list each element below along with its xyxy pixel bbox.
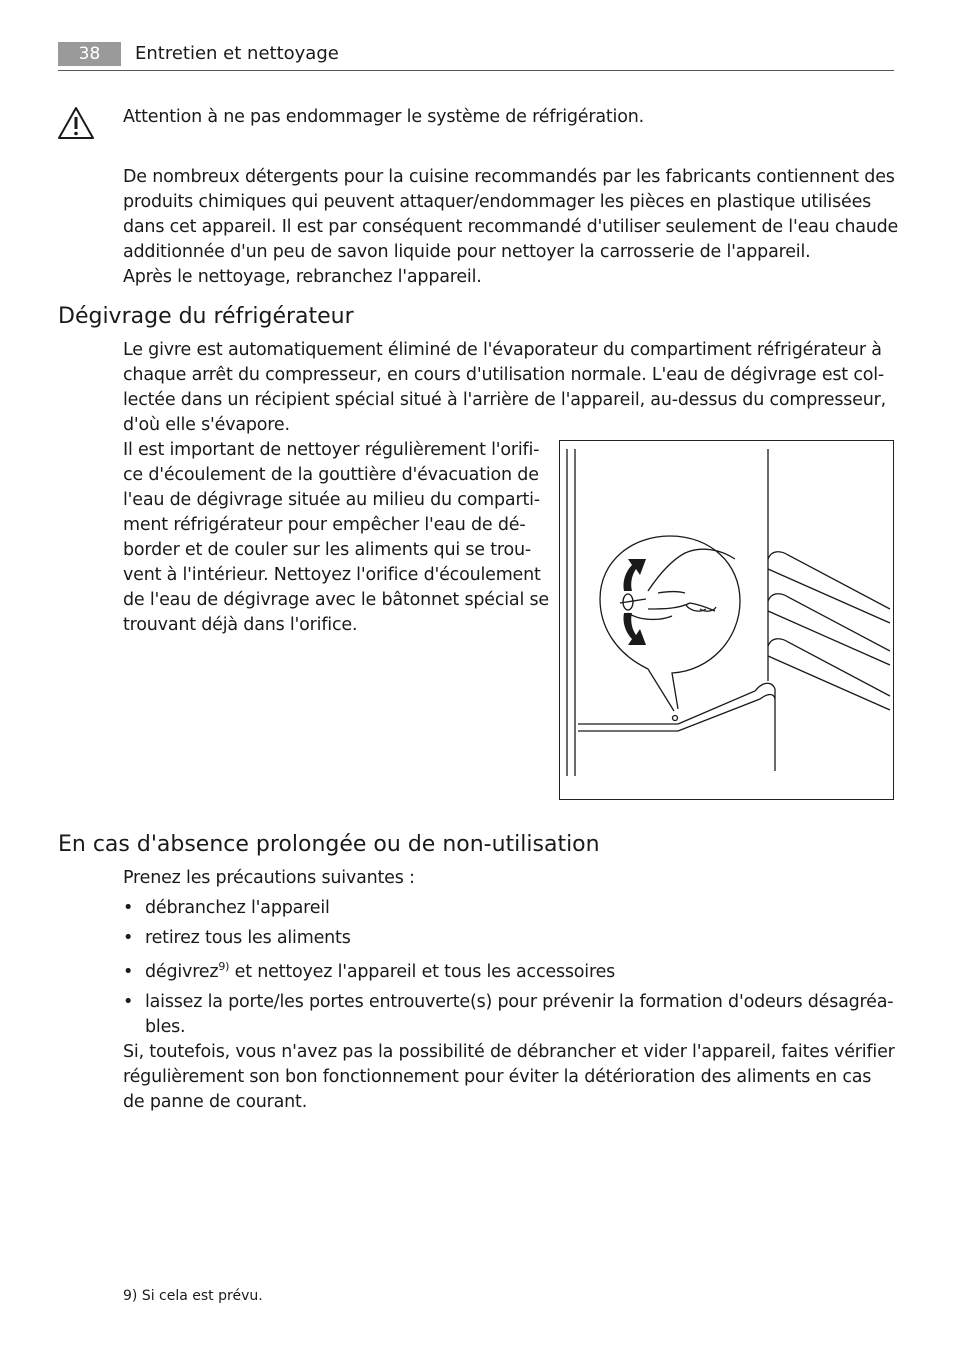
paragraph-line: Il est important de nettoyer régulièrement l'orifi- (123, 440, 540, 460)
cleaning-paragraph (123, 165, 898, 290)
paragraph-line: dans cet appareil. Il est par conséquent recommandé d'utiliser seulement de l'eau chaude (123, 217, 899, 237)
paragraph-line: ce d'écoulement de la gouttière d'évacuation de (123, 465, 539, 485)
bullet-marker: • (123, 898, 134, 918)
list-item-text: débranchez l'appareil (145, 898, 330, 918)
list-item-text: retirez tous les aliments (145, 928, 351, 948)
absence-intro-block (123, 866, 415, 891)
paragraph-line: border et de couler sur les aliments qui se trou- (123, 540, 531, 560)
list-item (123, 960, 893, 985)
paragraph-line: l'eau de dégivrage située au milieu du comparti- (123, 490, 540, 510)
defrost-intro (123, 338, 886, 438)
paragraph-line: ment réfrigérateur pour empêcher l'eau de dé- (123, 515, 526, 535)
defrost-heading: Dégivrage du réfrigérateur (58, 304, 354, 329)
paragraph-line: lectée dans un récipient spécial situé à l'arrière de l'appareil, au-dessus du compresseur, (123, 390, 886, 410)
paragraph-line: vent à l'intérieur. Nettoyez l'orifice d'écoulement (123, 565, 541, 585)
paragraph-line: trouvant déjà dans l'orifice. (123, 615, 358, 635)
paragraph-line: produits chimiques qui peuvent attaquer/endommager les pièces en plastique utilisées (123, 192, 872, 212)
paragraph-line: chaque arrêt du compresseur, en cours d'utilisation normale. L'eau de dégivrage est col- (123, 365, 885, 385)
paragraph-line: régulièrement son bon fonctionnement pour éviter la détérioration des aliments en cas (123, 1067, 872, 1087)
list-item-text: dégivrez (145, 962, 219, 982)
absence-closing (123, 1040, 895, 1115)
paragraph-line: Le givre est automatiquement éliminé de l'évaporateur du compartiment réfrigérateur à (123, 340, 882, 360)
paragraph-line: Après le nettoyage, rebranchez l'appareil. (123, 267, 482, 287)
paragraph-line: d'où elle s'évapore. (123, 415, 290, 435)
warning-text: Attention à ne pas endommager le système de réfrigération. (123, 107, 644, 127)
bullet-marker: • (123, 992, 134, 1012)
warning-icon (57, 106, 95, 140)
paragraph-line: additionnée d'un peu de savon liquide pour nettoyer la carrosserie de l'appareil. (123, 242, 811, 262)
defrost-side-text (123, 438, 549, 638)
absence-intro: Prenez les précautions suivantes : (123, 868, 415, 888)
warning-text-block (123, 105, 644, 130)
running-section-title: Entretien et nettoyage (135, 43, 339, 64)
paragraph-line: De nombreux détergents pour la cuisine recommandés par les fabricants contiennent des (123, 167, 895, 187)
footnote: 9) Si cela est prévu. (123, 1288, 263, 1304)
footnote-ref: 9) (218, 960, 230, 974)
page-number: 38 (58, 42, 121, 66)
page-header (58, 40, 894, 71)
paragraph-line: de l'eau de dégivrage avec le bâtonnet spécial se (123, 590, 549, 610)
paragraph-line: Si, toutefois, vous n'avez pas la possibilité de débrancher et vider l'appareil, faites vérifier (123, 1042, 895, 1062)
bullet-marker: • (123, 962, 134, 982)
paragraph-line: de panne de courant. (123, 1092, 308, 1112)
absence-heading: En cas d'absence prolongée ou de non-utilisation (58, 832, 600, 857)
list-item-text: et nettoyez l'appareil et tous les accessoires (229, 962, 616, 982)
list-item-text: bles. (145, 1017, 186, 1037)
list-item (123, 896, 893, 921)
precautions-list (123, 896, 893, 1040)
list-item (123, 926, 893, 951)
defrost-drain-illustration (559, 440, 894, 800)
list-item-text: laissez la porte/les portes entrouverte(s) pour prévenir la formation d'odeurs désagréa- (145, 992, 894, 1012)
list-item (123, 990, 893, 1040)
fridge-drain-drawing (560, 441, 893, 799)
bullet-marker: • (123, 928, 134, 948)
